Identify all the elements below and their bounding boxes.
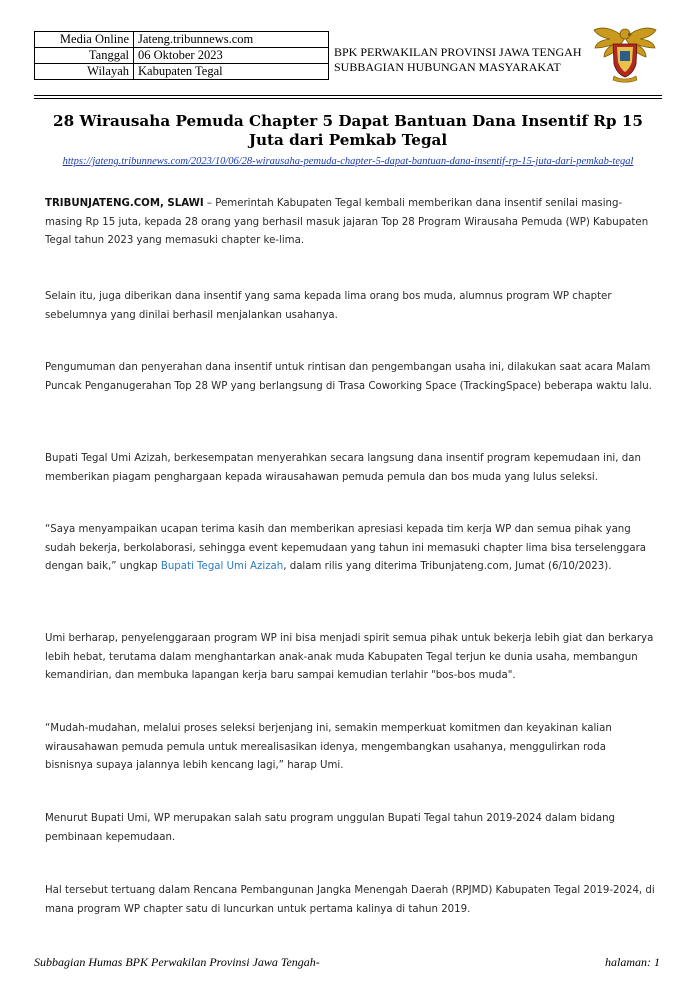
media-label: Media Online xyxy=(35,32,134,48)
paragraph-6: Umi berharap, penyelenggaraan program WP ini bisa menjadi spirit semua pihak untuk bekerja lebih giat dan berkarya lebih hebat, terutama dalam menghantarkan anak-anak muda Kabupaten Tegal terjun ke dunia usaha, membangun kemandirian, dan membuka lapangan kerja baru sampai kemudian terlahir "bos-bos muda". xyxy=(45,633,654,681)
organization-name xyxy=(334,45,582,75)
source-link[interactable]: https://jateng.tribunnews.com/2023/10/06/28-wirausaha-pemuda-chapter-5-dapat-bantuan-dana-insentif-rp-15-juta-dari-pemkab-tegal xyxy=(62,156,634,167)
dateline: TRIBUNJATENG.COM, SLAWI xyxy=(45,198,204,209)
page-number: halaman: 1 xyxy=(605,955,660,969)
date-value: 06 Oktober 2023 xyxy=(134,48,329,64)
media-info-row xyxy=(35,64,329,80)
paragraph-4: Bupati Tegal Umi Azizah, berkesempatan menyerahkan secara langsung dana insentif program kepemudaan ini, dan memberikan piagam penghargaan kepada wirausahawan pemuda pemula dan bos muda yang lulus seleksi. xyxy=(45,453,641,483)
org-line-2: SUBBAGIAN HUBUNGAN MASYARAKAT xyxy=(334,60,561,74)
paragraph-7: “Mudah-mudahan, melalui proses seleksi berjenjang ini, semakin memperkuat komitmen dan keyakinan kalian wirausahawan pemuda pemula untuk merealisasikan idenya, mengembangkan usahanya, menggulirkan roda bisnisnya supaya jalannya lebih kencang lagi,” harap Umi. xyxy=(45,723,612,771)
paragraph-2: Selain itu, juga diberikan dana insentif yang sama kepada lima orang bos muda, alumnus program WP chapter sebelumnya yang dinilai berhasil menjalankan usahanya. xyxy=(45,291,612,321)
footer-left: Subbagian Humas BPK Perwakilan Provinsi Jawa Tengah- xyxy=(34,955,320,969)
paragraph-5-tail: , dalam rilis yang diterima Tribunjateng.com, Jumat (6/10/2023). xyxy=(283,561,612,572)
paragraph-9: Hal tersebut tertuang dalam Rencana Pembangunan Jangka Menengah Daerah (RPJMD) Kabupaten Tegal 2019-2024, di mana program WP chapter satu di luncurkan untuk pertama kalinya di tahun 2019. xyxy=(45,885,655,915)
media-info-row xyxy=(35,32,329,48)
paragraph-1 xyxy=(45,195,657,251)
paragraph-5 xyxy=(45,521,657,577)
region-label: Wilayah xyxy=(35,64,134,80)
article-title: 28 Wirausaha Pemuda Chapter 5 Dapat Bantuan Dana Insentif Rp 15 Juta dari Pemkab Tegal xyxy=(53,112,643,149)
paragraph-3: Pengumuman dan penyerahan dana insentif untuk rintisan dan pengembangan usaha ini, dilakukan saat acara Malam Puncak Penganugerahan Top 28 WP yang berlangsung di Trasa Coworking Space (TrackingSpace) beberapa waktu lalu. xyxy=(45,362,652,392)
header-divider xyxy=(34,95,662,96)
region-value: Kabupaten Tegal xyxy=(134,64,329,80)
bupati-link[interactable]: Bupati Tegal Umi Azizah xyxy=(160,561,284,572)
media-info-table xyxy=(34,31,329,80)
paragraph-5-text: “Saya menyampaikan ucapan terima kasih dan memberikan apresiasi kepada tim kerja WP dan semua pihak yang sudah bekerja, berkolaborasi, sehingga event kepemudaan yang tahun ini memasuki chapter lima bisa terselenggara dengan baik,” ungkap xyxy=(45,524,647,572)
paragraph-8: Menurut Bupati Umi, WP merupakan salah satu program unggulan Bupati Tegal tahun 2019-2024 dalam bidang pembinaan kepemudaan. xyxy=(45,813,616,843)
bpk-eagle-emblem-icon xyxy=(592,24,658,84)
date-label: Tanggal xyxy=(35,48,134,64)
header-divider xyxy=(34,98,662,99)
paragraph-1-text: – Pemerintah Kabupaten Tegal kembali memberikan dana insentif senilai masing-masing Rp 15 juta, kepada 28 orang yang berhasil masuk jajaran Top 28 Program Wirausaha Pemuda (WP) Kabupaten Tegal tahun 2023 yang memasuki chapter ke-lima. xyxy=(45,198,649,246)
media-info-row xyxy=(35,48,329,64)
media-value: Jateng.tribunnews.com xyxy=(134,32,329,48)
org-line-1: BPK PERWAKILAN PROVINSI JAWA TENGAH xyxy=(334,45,582,59)
